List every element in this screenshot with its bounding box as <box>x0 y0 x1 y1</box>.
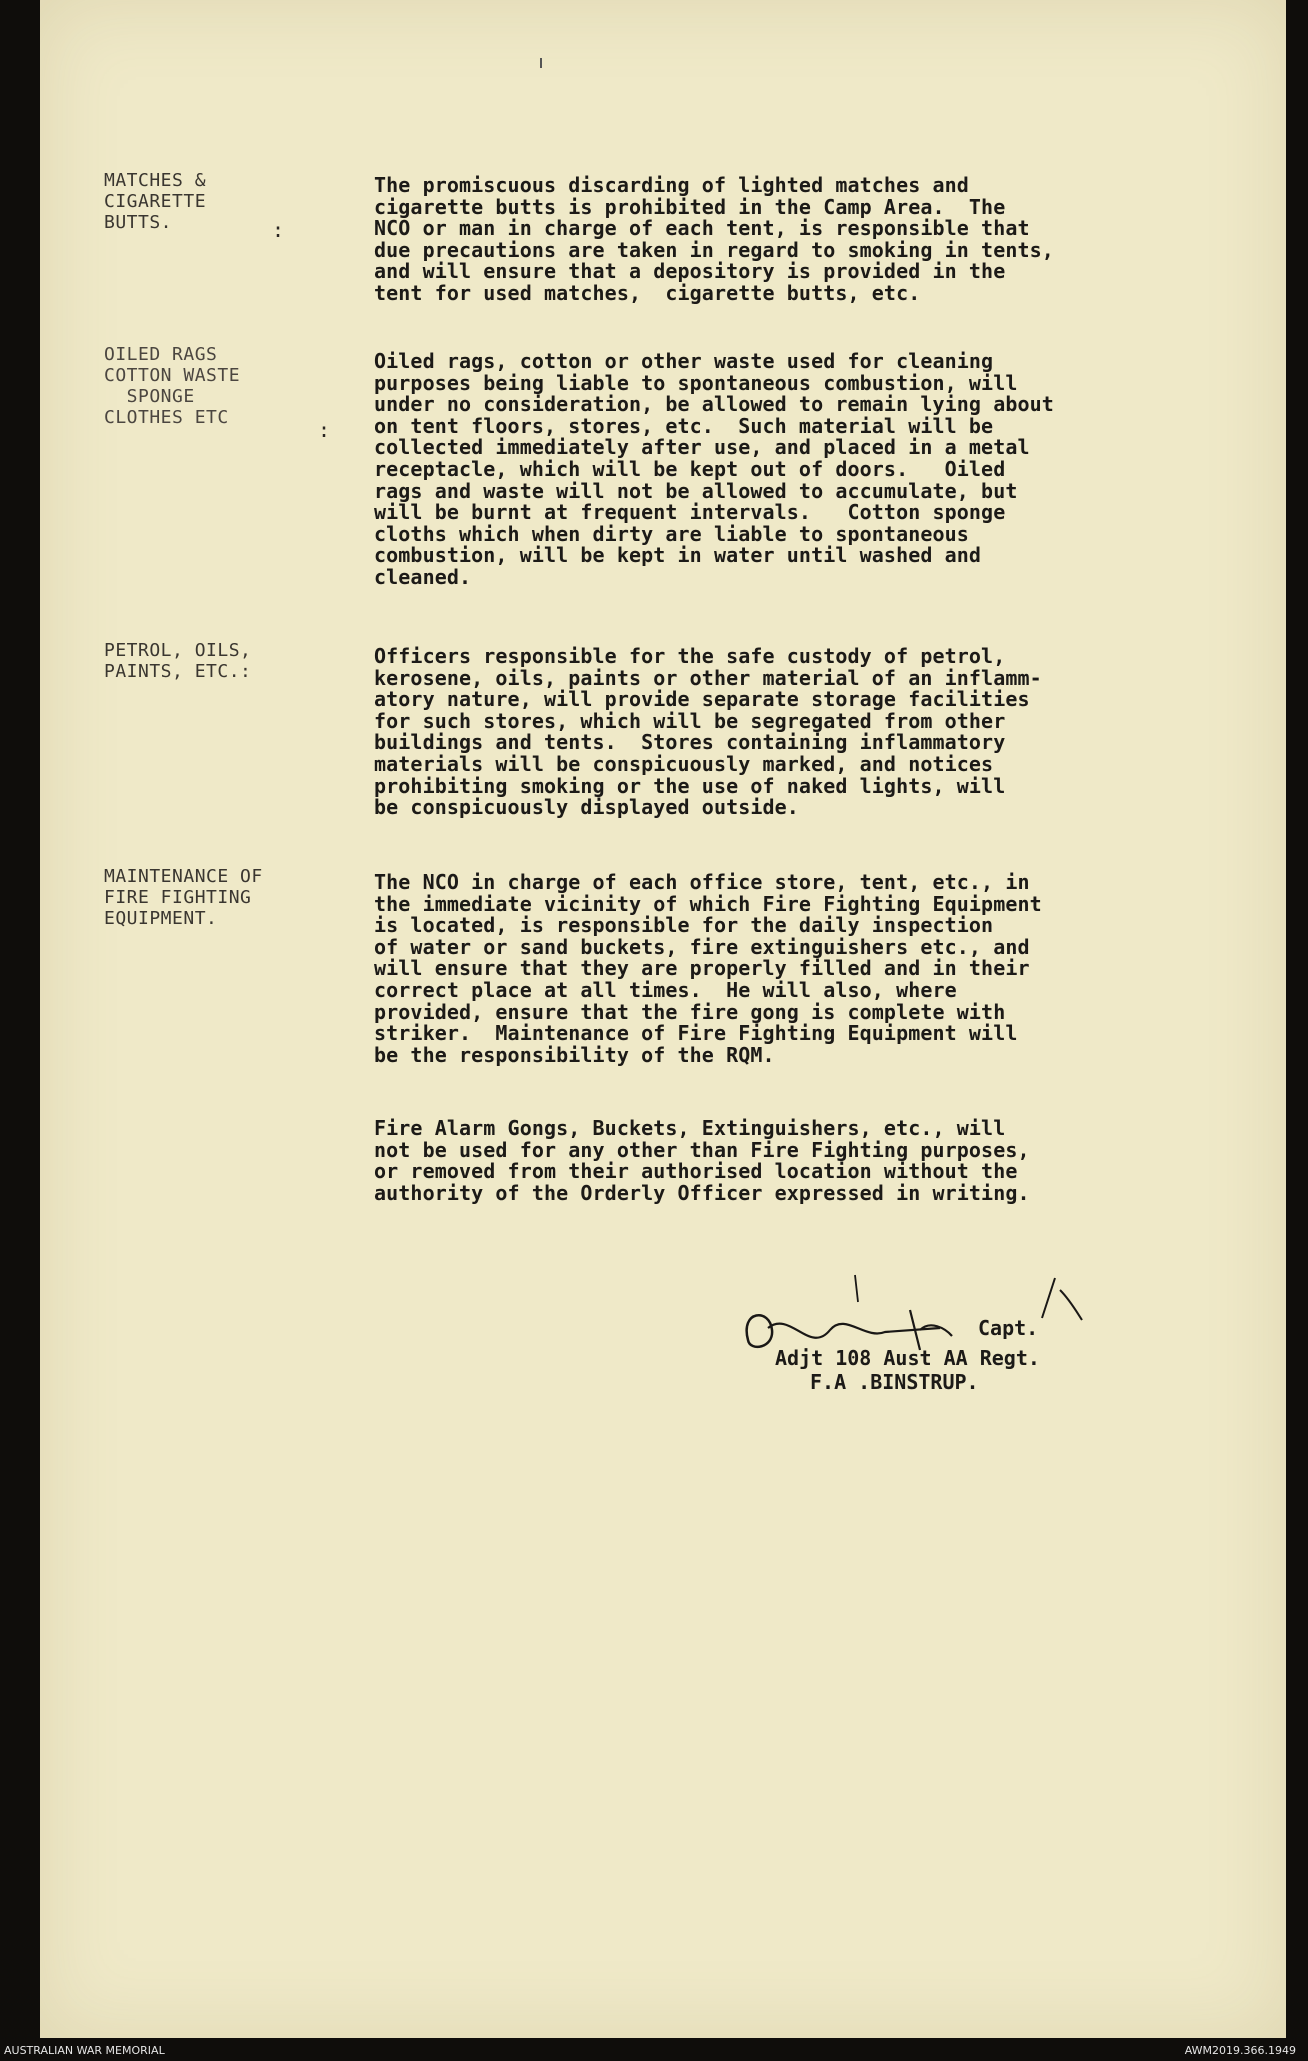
document-page <box>40 0 1286 2038</box>
section-label: PETROL, OILS, PAINTS, ETC.: <box>104 640 252 682</box>
section-body: The NCO in charge of each office store, tent, etc., in the immediate vicinity of which Fire Fighting Equipment is located, is responsible for the daily inspection of water or sand buckets, fire extinguishers etc., and will ensure that they are properly filled and in their correct place at all times. He will also, where provided, ensure that the fire gong is complete with striker. Maintenance of Fire Fighting Equipment will be the responsibility of the RQM. <box>374 870 1042 1067</box>
section-body: Oiled rags, cotton or other waste used for cleaning purposes being liable to spontaneous combustion, will under no consideration, be allowed to remain lying about on tent floors, stores, etc. Such material will be collected immediately after use, and placed in a metal receptacle, which will be kept out of doors. Oiled rags and waste will not be allowed to accumulate, but will be burnt at frequent intervals. Cotton sponge cloths which when dirty are liable to spontaneous combustion, will be kept in water until washed and cleaned. <box>374 349 1054 589</box>
footer-institution: AUSTRALIAN WAR MEMORIAL <box>4 2044 165 2057</box>
section-body: Fire Alarm Gongs, Buckets, Extinguishers, etc., will not be used for any other than Fire Fighting purposes, or removed from their authorised location without the authority of the Orderly Officer expressed in writing. <box>374 1116 1030 1205</box>
section-body: The promiscuous discarding of lighted matches and cigarette butts is prohibited in the Camp Area. The NCO or man in charge of each tent, is responsible that due precautions are taken in regard to smoking in tents, and will ensure that a depository is provided in the tent for used matches, cigarette butts, etc. <box>374 173 1054 305</box>
signature-block <box>730 1270 1150 1440</box>
section-label: OILED RAGS COTTON WASTE SPONGE CLOTHES ETC <box>104 344 241 428</box>
archive-footer <box>0 2040 1308 2061</box>
section-label: MATCHES & CIGARETTE BUTTS. <box>104 170 207 233</box>
signature-name: F.A .BINSTRUP. <box>810 1370 979 1394</box>
section-label: MAINTENANCE OF FIRE FIGHTING EQUIPMENT. <box>104 866 263 929</box>
signature-appointment: Adjt 108 Aust AA Regt. <box>775 1346 1040 1370</box>
section-body: Officers responsible for the safe custody of petrol, kerosene, oils, paints or other material of an inflamm- atory nature, will provide separate storage facilities for such stores, which will be segregated from other buildings and tents. Stores containing inflammatory materials will be conspicuously marked, and notices prohibiting smoking or the use of naked lights, will be conspicuously displayed outside. <box>374 644 1042 820</box>
section-colon: : <box>318 418 331 442</box>
section-colon: : <box>272 218 285 242</box>
signature-rank: Capt. <box>978 1316 1039 1340</box>
paper-mark <box>540 58 542 68</box>
footer-accession-number: AWM2019.366.1949 <box>1184 2044 1296 2057</box>
